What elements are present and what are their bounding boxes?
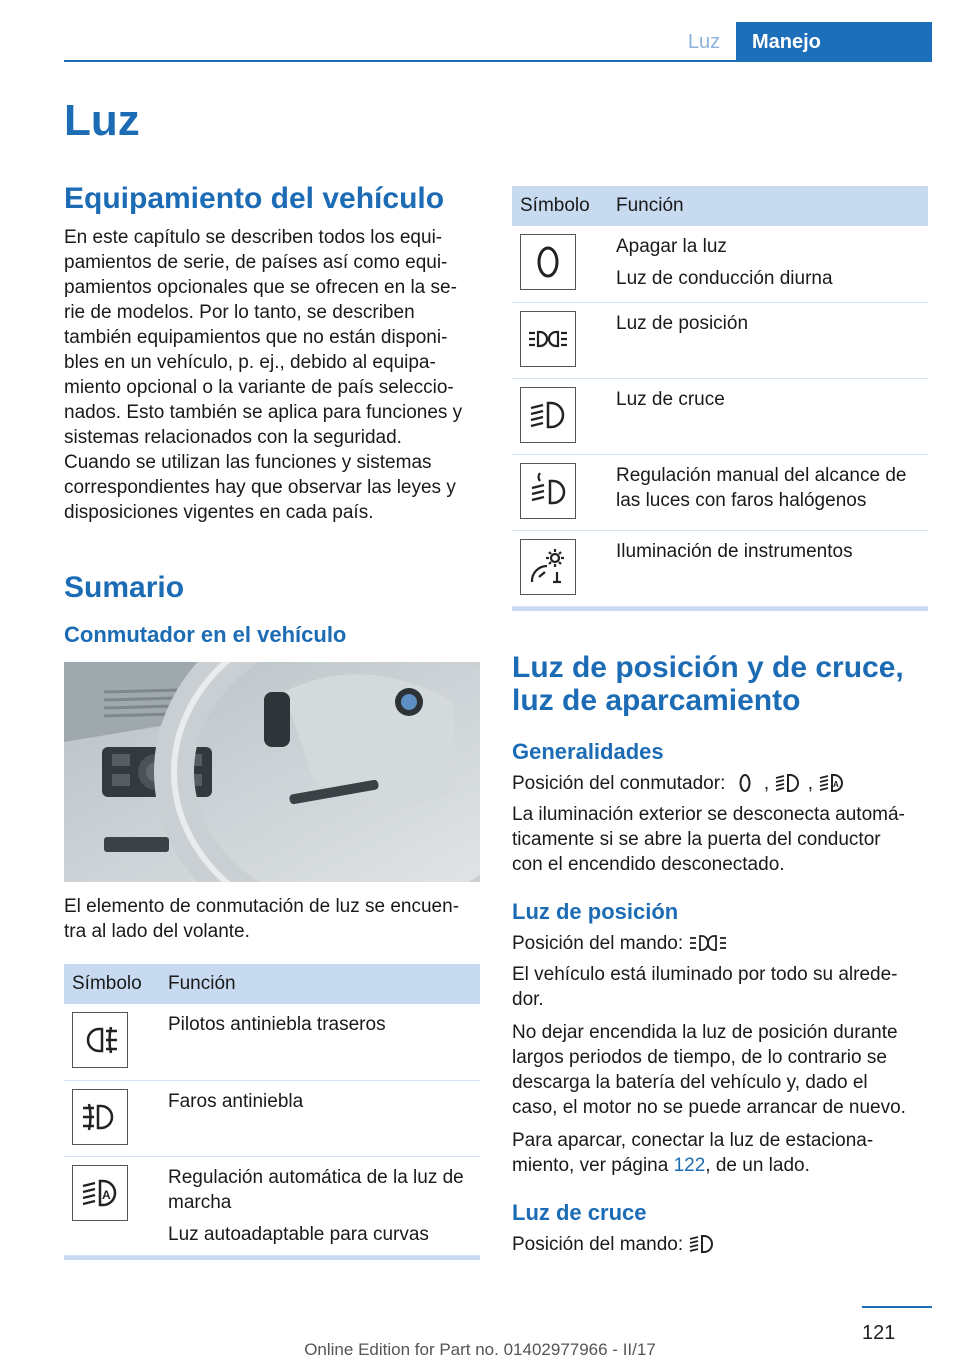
function-label: Pilotos antiniebla traseros: [168, 1014, 386, 1035]
body-line: disposiciones vigentes en cada país.: [64, 502, 374, 523]
vehicle-equipment-heading: Equipamiento del vehículo: [64, 182, 445, 215]
rear-fog-light-icon: [72, 1012, 128, 1068]
svg-text:A: A: [102, 1187, 111, 1202]
switch-position-label: Posición del conmutador:: [512, 772, 726, 794]
body-line: correspondientes hay que observar las leyes y: [64, 477, 456, 498]
body-line: En este capítulo se describen todos los equi‐: [64, 227, 443, 248]
parking-body-1: [512, 962, 928, 1012]
body-line: El vehículo está iluminado por todo su alrede‐: [512, 963, 898, 985]
left-column: [64, 182, 480, 1260]
table-row: [64, 1004, 480, 1080]
table-row: [512, 530, 928, 606]
switch-positions-line: [512, 771, 928, 796]
illustration-caption: [64, 894, 480, 944]
footer: Online Edition for Part no. 01402977966 - II/17: [304, 1340, 656, 1359]
heading-line: Luz de posición y de cruce,: [512, 650, 904, 684]
body-line: pamientos de serie, de países así como equi‐: [64, 252, 448, 273]
body-line: ticamente si se abre la puerta del conductor: [512, 828, 881, 850]
control-position-label: Posición del mando:: [512, 1233, 684, 1255]
separator: ,: [763, 772, 770, 794]
col-header-symbol: Símbolo: [64, 964, 160, 1004]
body-line: sistemas relacionados con la seguridad.: [64, 427, 402, 448]
separator: ,: [807, 772, 814, 794]
lights-off-icon: [731, 772, 759, 794]
parking-light-icon: [688, 932, 728, 954]
heading-line: luz de aparcamiento: [512, 683, 801, 717]
table-end-rule: [64, 1255, 480, 1260]
body-line: nados. Esto también se aplica para funciones y: [64, 402, 463, 423]
switch-heading: Conmutador en el vehículo: [64, 622, 347, 647]
dashboard-illustration: [64, 662, 480, 882]
auto-headlight-icon: [72, 1165, 128, 1221]
function-label: Apagar la luz: [616, 236, 727, 257]
symbol-table-left: [64, 964, 480, 1260]
page-title: Luz: [64, 96, 140, 145]
low-beam-icon: [774, 772, 802, 794]
body-line: caso, el motor no se puede arrancar de nuevo.: [512, 1096, 906, 1118]
function-label: Regulación manual del alcance de las luces con faros halógenos: [616, 464, 907, 511]
headlight-range-icon: [520, 463, 576, 519]
page-number-rule: [862, 1306, 932, 1308]
body-line: descarga la batería del vehículo y, dado el: [512, 1071, 868, 1093]
function-label: Luz de posición: [616, 312, 749, 334]
page-number: 121: [862, 1322, 896, 1344]
header-section-tab: Luz: [687, 30, 721, 53]
body-line: largos periodos de tiempo, de lo contrario se: [512, 1046, 887, 1068]
body-line: pamientos opcionales que se ofrecen en la se‐: [64, 277, 457, 298]
parking-body-3: [512, 1128, 928, 1178]
header-rule: [64, 60, 932, 62]
table-row: [64, 1156, 480, 1255]
position-section-heading: [512, 651, 928, 717]
lights-off-icon: [520, 234, 576, 290]
symbol-table-right: [512, 186, 928, 611]
control-position-label: Posición del mando:: [512, 932, 684, 954]
function-label: Luz de cruce: [616, 388, 725, 410]
table-header-row: [64, 964, 480, 1004]
page-reference-link[interactable]: 122: [673, 1154, 706, 1176]
body-line: No dejar encendida la luz de posición durante: [512, 1021, 898, 1043]
general-heading: Generalidades: [512, 738, 664, 764]
parking-light-icon: [520, 311, 576, 367]
function-label: Iluminación de instrumentos: [616, 540, 853, 562]
function-label: Luz autoadaptable para curvas: [168, 1223, 429, 1245]
low-beam-heading: Luz de cruce: [512, 1199, 647, 1225]
header-chapter-tab: Manejo: [736, 22, 932, 62]
auto-headlight-icon: [818, 772, 846, 794]
instrument-lighting-icon: [520, 539, 576, 595]
front-fog-light-icon: [72, 1089, 128, 1145]
steering-wheel-illustration: [64, 662, 480, 882]
low-beam-icon: [520, 387, 576, 443]
low-beam-icon: [688, 1233, 716, 1255]
col-header-function: Función: [160, 964, 480, 1004]
parking-control-line: [512, 931, 928, 956]
caption-line: tra al lado del volante.: [64, 921, 250, 942]
body-line: bles en un vehículo, p. ej., debido al equipa‐: [64, 352, 436, 373]
table-row: [64, 1080, 480, 1156]
body-line: Cuando se utilizan las funciones y sistemas: [64, 452, 432, 473]
sumario-heading: Sumario: [64, 571, 185, 604]
body-line: rie de modelos. Por lo tanto, se describen: [64, 302, 415, 323]
body-text: miento, ver página: [512, 1154, 674, 1176]
body-line: La iluminación exterior se desconecta automá‐: [512, 803, 905, 825]
vehicle-equipment-body: [64, 225, 480, 525]
body-text: , de un lado.: [705, 1154, 810, 1176]
function-label: Faros antiniebla: [168, 1090, 304, 1112]
body-line: Para aparcar, conectar la luz de estaciona‐: [512, 1129, 874, 1151]
lowbeam-control-line: [512, 1232, 928, 1257]
col-header-function: Función: [608, 186, 928, 226]
body-line: miento opcional o la variante de país seleccio‐: [64, 377, 454, 398]
parking-light-heading: Luz de posición: [512, 898, 679, 924]
table-row: [512, 226, 928, 302]
table-end-rule: [512, 606, 928, 611]
table-row: [512, 454, 928, 530]
col-header-symbol: Símbolo: [512, 186, 608, 226]
function-label: Regulación automática de la luz de marcha: [168, 1166, 464, 1213]
right-column: [512, 186, 928, 1257]
body-line: dor.: [512, 988, 544, 1010]
general-body: [512, 802, 928, 877]
body-line: [512, 1153, 928, 1178]
body-line: también equipamientos que no están disponi‐: [64, 327, 448, 348]
function-label: Luz de conducción diurna: [616, 268, 833, 289]
body-line: con el encendido desconectado.: [512, 853, 785, 875]
table-row: [512, 302, 928, 378]
caption-line: El elemento de conmutación de luz se encuen‐: [64, 896, 460, 917]
table-header-row: [512, 186, 928, 226]
parking-body-2: [512, 1020, 928, 1120]
table-row: [512, 378, 928, 454]
svg-text:A: A: [833, 780, 840, 790]
